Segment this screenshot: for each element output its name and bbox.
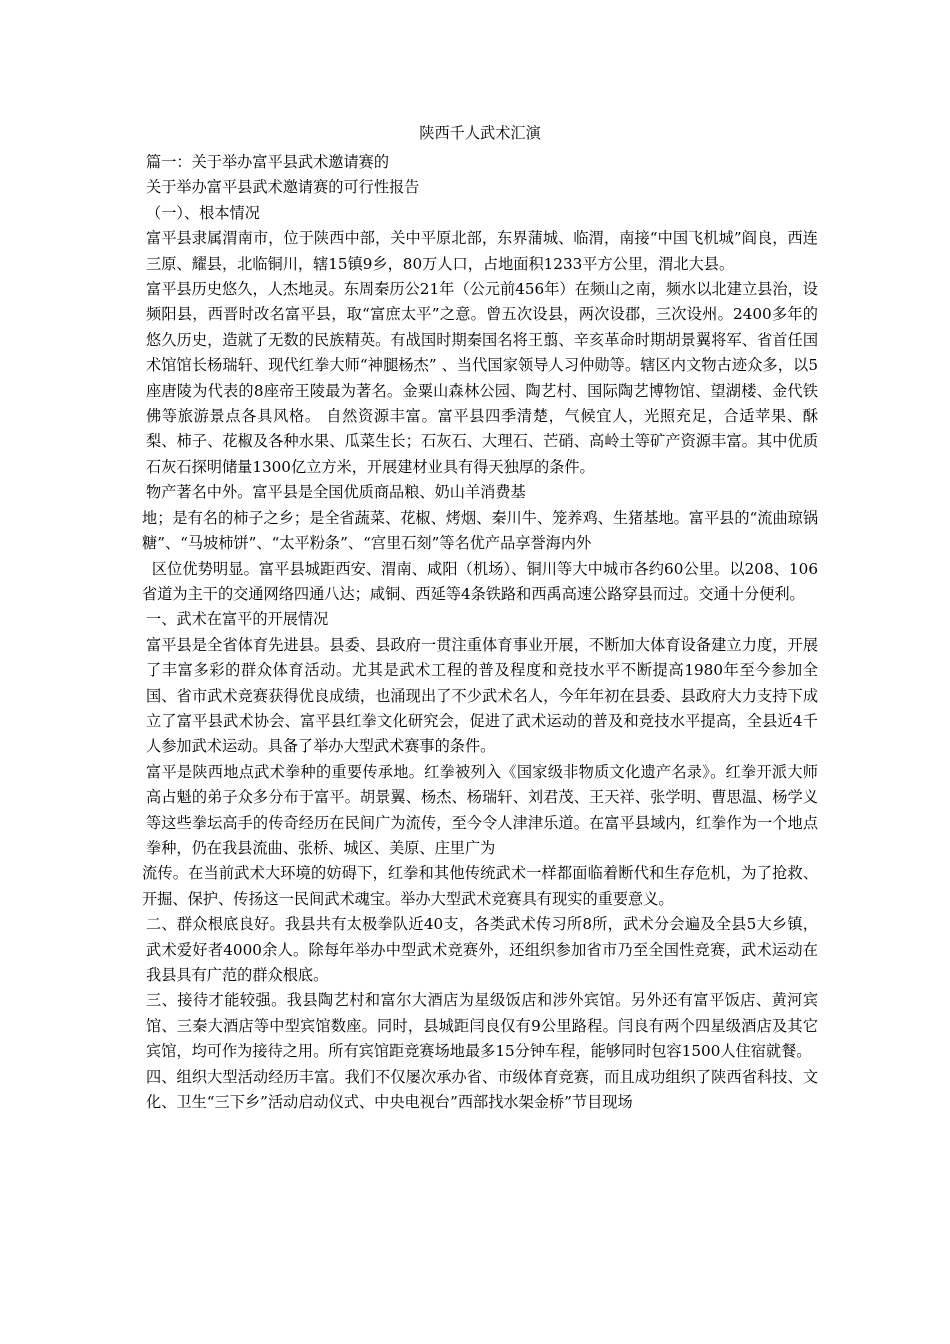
section-heading: 一、武术在富平的开展情况 xyxy=(146,610,329,629)
paragraph: 富平县隶属渭南市，位于陕西中部，关中平原北部，东界蒲城、临渭，南接“中国飞机城”阎良，西连三原、耀县，北临铜川，辖15镇9乡，80万人口，占地面积1233平方公里，渭北大县。 xyxy=(146,229,818,273)
paragraph: 富平县是全省体育先进县。县委、县政府一贯注重体育事业开展，不断加大体育设备建立力度，开展了丰富多彩的群众体育活动。尤其是武术工程的普及程度和竞技水平不断提高1980年至今参加全国、省市武术竞赛获得优良成绩，也涌现出了不少武术名人，今年年初在县委、县政府大力支持下成立了富平县武术协会、富平县红拳文化研究会，促进了武术运动的普及和竞技水平提高，全县近4千人参加武术运动。具备了举办大型武术赛事的条件。 xyxy=(146,635,818,756)
paragraph: 二、群众根底良好。我县共有太极拳队近40支，各类武术传习所8所，武术分会遍及全县5大乡镇，武术爱好者4000余人。除每年举办中型武术竞赛外，还组织参加省市乃至全国性竞赛，武术运动在我县具有广范的群众根底。 xyxy=(146,915,818,984)
paragraph: 三、接待才能较强。我县陶艺村和富尔大酒店为星级饭店和涉外宾馆。另外还有富平饭店、黄河宾馆、三秦大酒店等中型宾馆数座。同时，县城距闫良仅有9公里路程。闫良有两个四星级酒店及其它宾馆，均可作为接待之用。所有宾馆距竞赛场地最多15分钟车程，能够同时包容1500人住宿就餐。 xyxy=(146,991,818,1061)
paragraph: 富平是陕西地点武术拳种的重要传承地。红拳被列入《国家级非物质文化遗产名录》。红拳开派大师高占魁的弟子众多分布于富平。胡景翼、杨杰、杨瑞轩、刘君茂、王天祥、张学明、曹思温、杨学义等这些拳坛高手的传奇经历在民间广为流传，至今令人津津乐道。在富平县域内，红拳作为一个地点拳种，仍在我县流曲、张桥、城区、美原、庄里广为 xyxy=(146,762,818,857)
paragraph: 流传。在当前武术大环境的妨碍下，红拳和其他传统武术一样都面临着断代和生存危机，为了抢救、开掘、保护、传扬这一民间武术魂宝。举办大型武术竞赛具有现实的重要意义。 xyxy=(142,864,818,908)
paragraph: 区位优势明显。富平县城距西安、渭南、咸阳（机场）、铜川等大中城市各约60公里。以208、106省道为主干的交通网络四通八达；咸铜、西延等4条铁路和西禹高速公路穿县而过。交通十分便利。 xyxy=(142,559,819,603)
paragraph: 关于举办富平县武术邀请赛的可行性报告 xyxy=(146,178,420,197)
paragraph: 物产著名中外。富平县是全国优质商品粮、奶山羊消费基 xyxy=(146,483,526,502)
paragraph: 四、组织大型活动经历丰富。我们不仅屡次承办省、市级体育竞赛，而且成功组织了陕西省科技、文化、卫生“三下乡”活动启动仪式、中央电视台”西部找水架金桥”节目现场 xyxy=(146,1067,818,1112)
paragraph: 富平县历史悠久，人杰地灵。东周秦历公21年（公元前456年）在频山之南，频水以北建立县治，设频阳县，西晋时改名富平县，取“富庶太平”之意。曾五次设县，两次设郡，三次设州。2400多年的悠久历史，造就了无数的民族精英。有战国时期秦国名将王翦、辛亥革命时期胡景翼将军、省首任国术馆馆长杨瑞轩、现代红拳大师“神腿杨杰” 、当代国家领导人习仲勋等。辖区内文物古迹众多，以5座唐陵为代表的8座帝王陵最为著名。金粟山森林公园、陶艺村、国际陶艺博物馆、望湖楼、金代铁佛等旅游景点各具风格。 自然资源丰富。富平县四季清楚，气候宜人，光照充足，合适苹果、酥梨、柿子、花椒及各种水果、瓜菜生长；石灰石、大理石、芒硝、高岭土等矿产资源丰富。其中优质石灰石探明储量1300亿立方米，开展建材业具有得天独厚的条件。 xyxy=(146,280,818,476)
paragraph: 篇一：关于举办富平县武术邀请赛的 xyxy=(146,153,389,171)
paragraph: 地；是有名的柿子之乡；是全省蔬菜、花椒、烤烟、秦川牛、笼养鸡、生猪基地。富平县的“流曲琼锅糖”、“马坡柿饼”、“太平粉条”、“宫里石刻”等名优产品享誉海内外 xyxy=(142,508,819,553)
document-page xyxy=(142,120,818,1115)
document-title: 陕西千人武术汇演 xyxy=(419,124,541,142)
section-heading: （一）、根本情况 xyxy=(146,203,260,222)
